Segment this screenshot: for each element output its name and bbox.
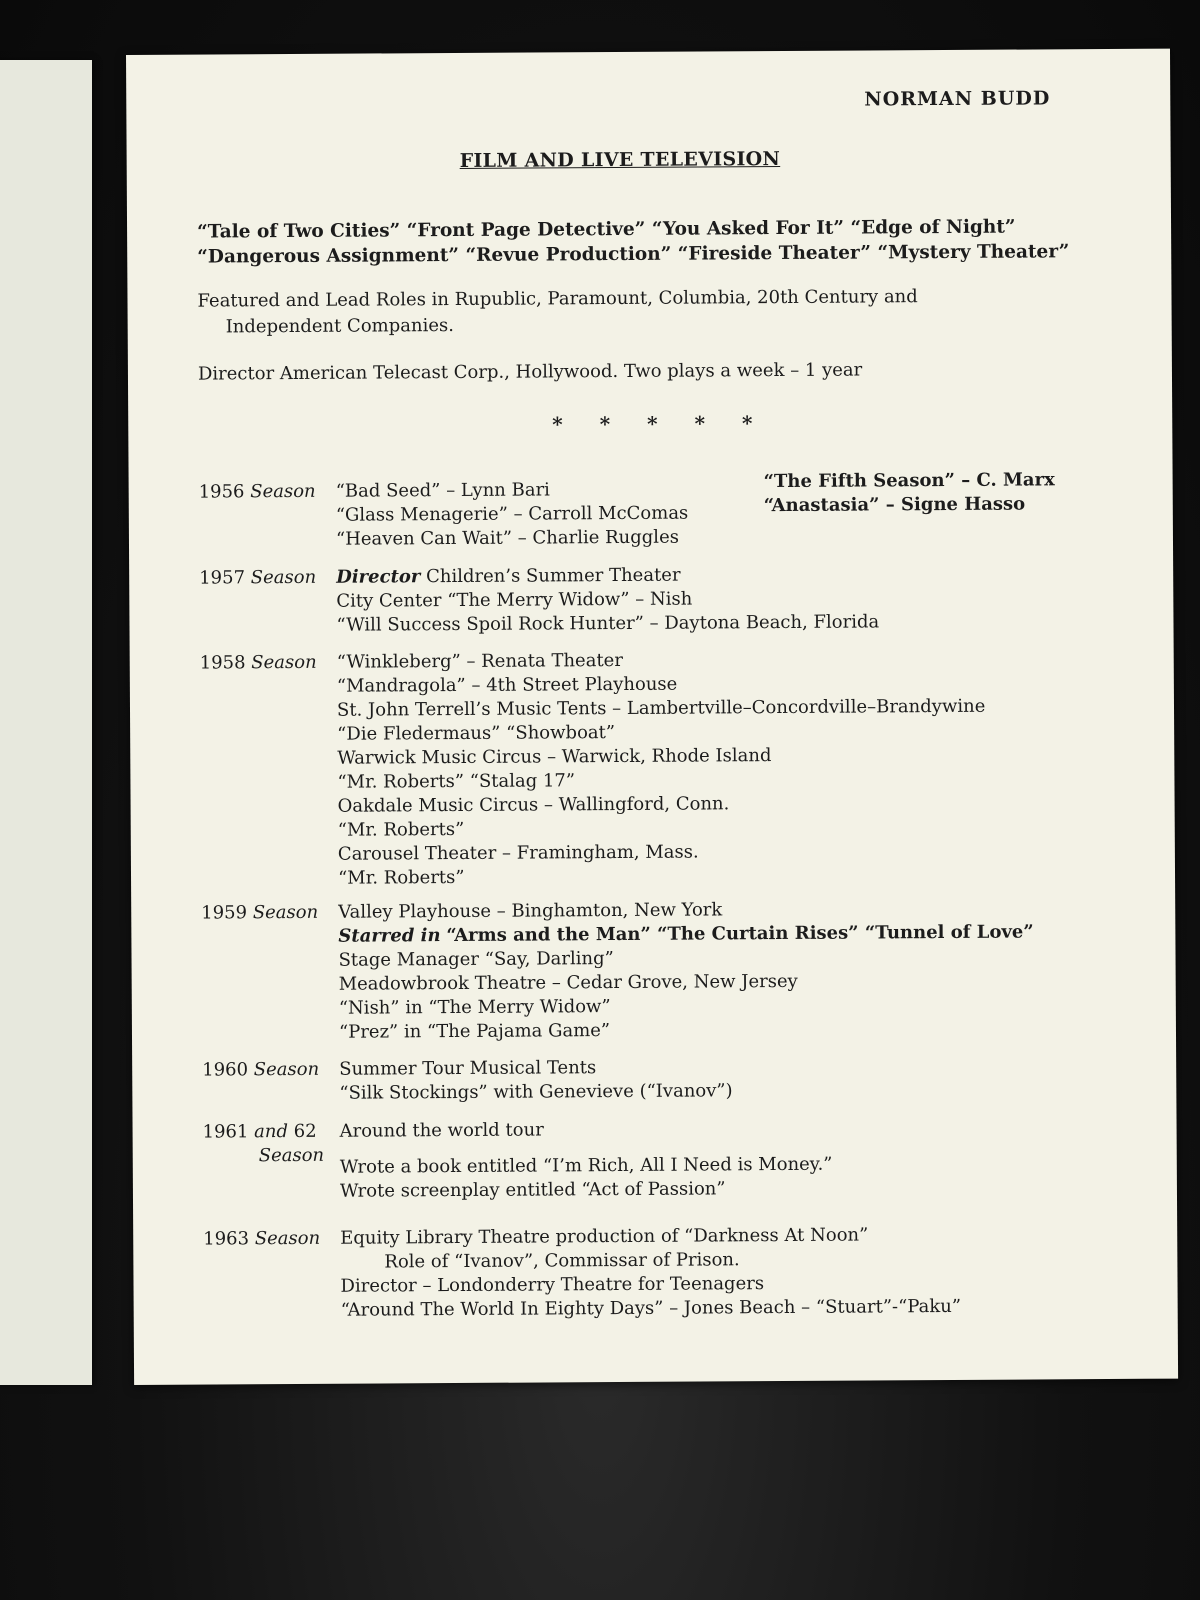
season-line (336, 562, 879, 589)
season-year: 1963 (203, 1228, 250, 1250)
season-line: Summer Tour Musical Tents (339, 1057, 597, 1080)
season-lines (337, 647, 987, 891)
season-word: Season (253, 1058, 320, 1081)
season-word: Season (251, 651, 317, 674)
season-1963 (203, 1222, 1143, 1321)
season-line: “Nish” in “The Merry Widow” (338, 996, 611, 1019)
season-year: 1957 (199, 567, 246, 589)
season-label (200, 651, 340, 676)
season-lines (340, 1117, 833, 1204)
season-line: St. John Terrell’s Music Tents – Lambertville–Concordville–Brandywine (336, 695, 986, 721)
season-line: “Bad Seed” – Lynn Bari (335, 479, 550, 502)
season-line: “Anastasia” – Signe Hasso (763, 493, 1026, 517)
season-line: “Mr. Roberts” (337, 866, 465, 889)
role-label: Director (336, 566, 421, 588)
season-line: Valley Playhouse – Binghamton, New York (338, 899, 723, 923)
season-year: 1961 (202, 1121, 249, 1143)
tv-credits (197, 214, 1069, 269)
season-right-column (764, 468, 1055, 518)
season-line: Warwick Music Circus – Warwick, Rhode Island (337, 745, 772, 769)
season-line: Wrote screenplay entitled “Act of Passion” (339, 1178, 726, 1202)
season-line: “Silk Stockings” with Genevieve (“Ivanov”) (339, 1080, 733, 1104)
season-line: Equity Library Theatre production of “Darkness At Noon” (340, 1224, 869, 1249)
season-line: “Mr. Roberts” (337, 818, 465, 841)
director-credit: Director American Telecast Corp., Hollywood. Two plays a week – 1 year (197, 359, 863, 385)
season-line: Oakdale Music Circus – Wallingford, Conn. (337, 793, 730, 817)
tv-credits-line: “Dangerous Assignment” “Revue Production” “Fireside Theater” “Mystery Theater” (197, 241, 1070, 268)
season-label (199, 566, 339, 591)
season-lines (339, 1055, 733, 1105)
season-label (203, 1227, 343, 1252)
author-name: NORMAN BUDD (864, 87, 1051, 111)
season-line-text: Children’s Summer Theater (426, 564, 681, 588)
season-lines (336, 562, 879, 637)
season-1961-62 (202, 1115, 1143, 1202)
season-line: Wrote a book entitled “I’m Rich, All I Need is Money.” (339, 1153, 833, 1178)
season-year: 1956 (198, 481, 245, 503)
season-label (202, 1058, 342, 1083)
season-1958 (199, 646, 1140, 889)
season-conjunction: and (254, 1121, 289, 1143)
season-year: 1959 (201, 902, 248, 924)
season-line: “Prez” in “The Pajama Game” (338, 1020, 611, 1043)
season-1957 (199, 561, 1139, 636)
season-year: 1960 (202, 1059, 249, 1081)
season-1960 (202, 1053, 1142, 1104)
featured-line: Independent Companies. (225, 315, 454, 338)
featured-roles (197, 284, 918, 340)
season-lines (336, 478, 689, 552)
season-line: “Will Success Spoil Rock Hunter” – Daytona Beach, Florida (336, 611, 880, 636)
season-line: Around the world tour (339, 1119, 544, 1142)
season-year: 62 (293, 1120, 317, 1142)
season-word: Season (250, 480, 316, 503)
starred-label: Starred in (338, 925, 441, 947)
featured-line: Featured and Lead Roles in Rupublic, Paramount, Columbia, 20th Century and (197, 286, 918, 312)
season-line: Role of “Ivanov”, Commissar of Prison. (384, 1249, 740, 1273)
section-title: FILM AND LIVE TELEVISION (459, 148, 781, 172)
separator: * * * * * (552, 411, 768, 437)
season-line: City Center “The Merry Widow” – Nish (336, 588, 693, 612)
season-line: Director – Londonderry Theatre for Teenagers (340, 1273, 765, 1297)
season-1959 (201, 896, 1141, 1043)
season-line: “Mr. Roberts” “Stalag 17” (337, 770, 576, 793)
season-word: Season (258, 1144, 325, 1167)
season-lines (338, 896, 1034, 1044)
adjacent-page (0, 60, 92, 1385)
season-line: “Die Fledermaus” “Showboat” (337, 722, 616, 745)
season-lines (340, 1223, 961, 1323)
season-line: “Mandragola” – 4th Street Playhouse (336, 673, 678, 697)
season-line: Stage Manager “Say, Darling” (338, 948, 614, 971)
season-word: Season (252, 901, 319, 924)
season-year: 1958 (199, 652, 246, 674)
season-label (199, 480, 339, 505)
season-line-text: “Arms and the Man” “The Curtain Rises” “Tunnel of Love” (446, 921, 1034, 947)
season-line: “Heaven Can Wait” – Charlie Ruggles (335, 526, 679, 550)
resume-page (126, 49, 1178, 1385)
season-line: “Glass Menagerie” – Carroll McComas (335, 502, 689, 526)
season-line (338, 920, 1033, 948)
season-label (201, 901, 341, 926)
tv-credits-line: “Tale of Two Cities” “Front Page Detective” “You Asked For It” “Edge of Night” (197, 216, 1016, 243)
season-line: “The Fifth Season” – C. Marx (763, 469, 1055, 493)
season-1956 (198, 469, 1139, 550)
season-line: Carousel Theater – Framingham, Mass. (337, 841, 699, 865)
season-word: Season (250, 566, 317, 589)
season-line: Meadowbrook Theatre – Cedar Grove, New Jersey (338, 970, 798, 995)
season-word: Season (254, 1227, 321, 1250)
season-line: “Winkleberg” – Renata Theater (336, 649, 623, 673)
season-line: “Around The World In Eighty Days” – Jones Beach – “Stuart”-“Paku” (340, 1295, 962, 1321)
season-label (203, 1120, 343, 1169)
